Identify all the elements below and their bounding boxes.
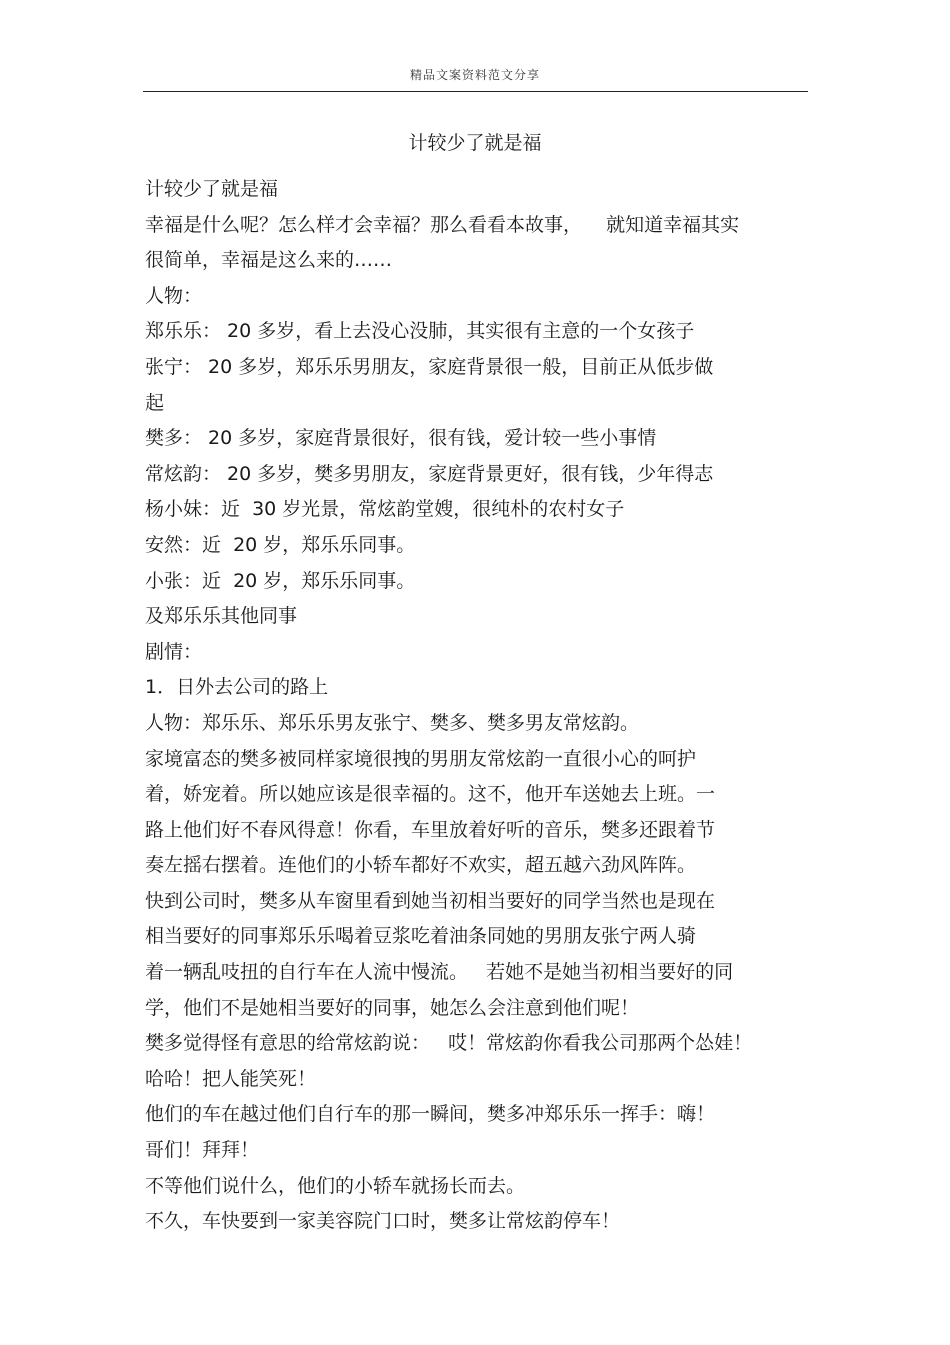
body-line: 他们的车在越过他们自行车的那一瞬间，樊多冲郑乐乐一挥手：嗨！ <box>145 1103 716 1126</box>
body-line: 哥们！拜拜！ <box>145 1139 260 1162</box>
body-line: 及郑乐乐其他同事 <box>145 605 298 628</box>
body-line: 安然：近 20 岁，郑乐乐同事。 <box>145 533 416 556</box>
body-line: 不等他们说什么，他们的小轿车就扬长而去。 <box>145 1174 526 1197</box>
body-line: 着，娇宠着。所以她应该是很幸福的。这不，他开车送她去上班。一 <box>145 783 716 806</box>
body-line: 1．日外去公司的路上 <box>145 676 329 699</box>
page-header: 精品文案资料范文分享 <box>409 68 540 82</box>
body-line: 樊多： 20 多岁，家庭背景很好，很有钱，爱计较一些小事情 <box>145 427 657 450</box>
body-line: 杨小妹：近 30 岁光景，常炫韵堂嫂，很纯朴的农村女子 <box>145 498 625 521</box>
body-line: 人物： <box>145 284 203 307</box>
body-line: 人物：郑乐乐、郑乐乐男友张宁、樊多、樊多男友常炫韵。 <box>145 711 640 734</box>
body-line: 快到公司时，樊多从车窗里看到她当初相当要好的同学当然也是现在 <box>145 889 716 912</box>
body-line: 常炫韵： 20 多岁，樊多男朋友，家庭背景更好，很有钱，少年得志 <box>145 462 714 485</box>
body-line: 幸福是什么呢？怎么样才会幸福？那么看看本故事， 就知道幸福其实 <box>145 213 740 236</box>
document-body <box>145 172 805 1240</box>
body-line: 学，他们不是她相当要好的同事，她怎么会注意到他们呢！ <box>145 996 640 1019</box>
body-line: 哈哈！把人能笑死！ <box>145 1067 317 1090</box>
body-line: 家境富态的樊多被同样家境很拽的男朋友常炫韵一直很小心的呵护 <box>145 747 697 770</box>
header-divider <box>143 91 808 92</box>
body-line: 路上他们好不春风得意！你看，车里放着好听的音乐，樊多还跟着节 <box>145 818 716 841</box>
body-line: 很简单，幸福是这么来的…… <box>145 249 393 272</box>
body-line: 着一辆乱吱扭的自行车在人流中慢流。 若她不是她当初相当要好的同 <box>145 961 734 984</box>
body-line: 计较少了就是福 <box>145 178 279 200</box>
body-line: 樊多觉得怪有意思的给常炫韵说： 哎！常炫韵你看我公司那两个怂娃！ <box>145 1032 753 1055</box>
body-line: 剧情： <box>145 640 203 663</box>
body-line: 小张：近 20 岁，郑乐乐同事。 <box>145 569 416 592</box>
document-title: 计较少了就是福 <box>408 132 542 154</box>
body-line: 张宁： 20 多岁，郑乐乐男朋友，家庭背景很一般，目前正从低步做 <box>145 355 714 378</box>
body-line: 起 <box>145 391 165 414</box>
body-line: 相当要好的同事郑乐乐喝着豆浆吃着油条同她的男朋友张宁两人骑 <box>145 925 697 948</box>
body-line: 奏左摇右摆着。连他们的小轿车都好不欢实，超五越六劲风阵阵。 <box>145 854 697 877</box>
body-line: 郑乐乐： 20 多岁，看上去没心没肺，其实很有主意的一个女孩子 <box>145 320 695 343</box>
body-line: 不久，车快要到一家美容院门口时，樊多让常炫韵停车！ <box>145 1210 621 1233</box>
